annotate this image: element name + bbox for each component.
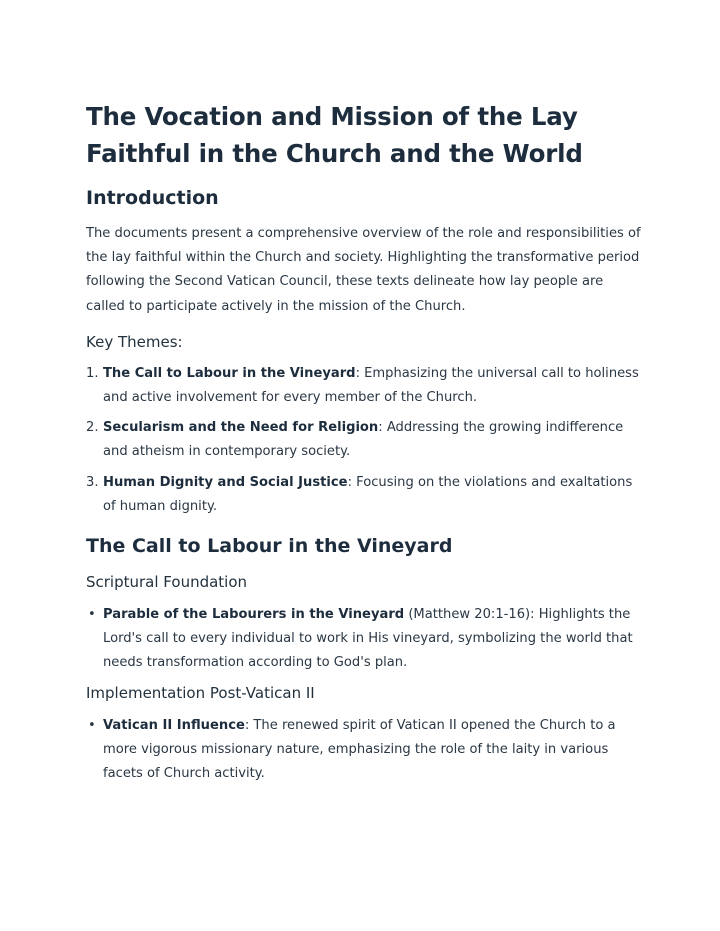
scriptural-foundation-list <box>86 603 646 676</box>
bullet-icon: • <box>88 717 96 733</box>
list-item-number: 3. <box>86 474 99 490</box>
list-item-text: : Addressing the growing indifference and atheism in contemporary society. <box>103 420 624 460</box>
list-item <box>86 416 646 464</box>
list-item-number: 2. <box>86 420 99 436</box>
implementation-list <box>86 714 646 787</box>
list-item-title: The Call to Labour in the Vineyard <box>103 365 356 381</box>
implementation-heading: Implementation Post-Vatican II <box>86 683 315 702</box>
document-page <box>86 98 646 791</box>
list-item-title: Human Dignity and Social Justice <box>103 474 348 490</box>
document-title: The Vocation and Mission of the Lay Faithful in the Church and the World <box>86 102 583 168</box>
list-item-text: : Emphasizing the universal call to holiness and active involvement for every member of the Church. <box>103 365 639 406</box>
list-item-title: Vatican II Influence <box>103 717 245 733</box>
bullet-icon: • <box>88 607 96 623</box>
vineyard-section-heading: The Call to Labour in the Vineyard <box>86 535 453 558</box>
list-item-text: : Focusing on the violations and exaltations of human dignity. <box>103 474 633 514</box>
list-item <box>86 471 646 519</box>
introduction-paragraph: The documents present a comprehensive overview of the role and responsibilities of the lay faithful within the Church and society. Highlighting the transformative period following the Second Vatican Council, these texts delineate how lay people are called to participate actively in the mission of the Church. <box>86 226 641 314</box>
list-item-title: Parable of the Labourers in the Vineyard <box>103 607 405 623</box>
list-item-number: 1. <box>86 365 99 381</box>
key-themes-list <box>86 362 646 519</box>
list-item-title: Secularism and the Need for Religion <box>103 420 379 436</box>
key-themes-heading: Key Themes: <box>86 332 183 351</box>
introduction-heading: Introduction <box>86 187 219 209</box>
scriptural-foundation-heading: Scriptural Foundation <box>86 573 248 592</box>
list-item <box>86 714 646 787</box>
list-item <box>86 362 646 410</box>
list-item-text: : The renewed spirit of Vatican II opened the Church to a more vigorous missionary nature, emphasizing the role of the laity in various facets of Church activity. <box>103 717 616 782</box>
list-item-text: (Matthew 20:1-16): Highlights the Lord's call to every individual to work in His vineyard, symbolizing the world that needs transformation according to God's plan. <box>103 607 633 671</box>
list-item <box>86 603 646 676</box>
